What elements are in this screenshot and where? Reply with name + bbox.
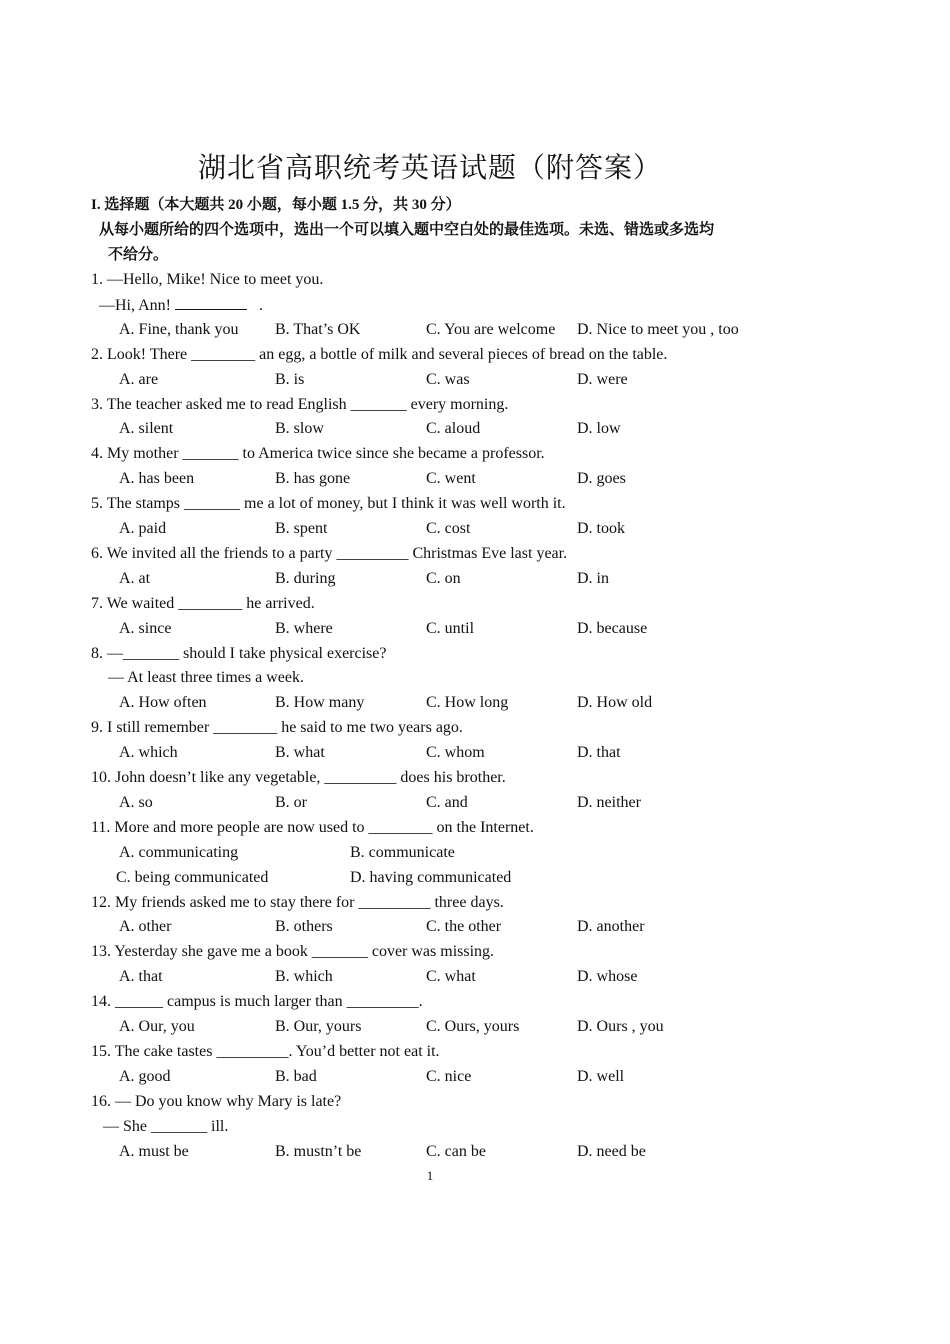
question-11-option-d: D. having communicated <box>350 868 512 886</box>
question-14-option-a: A. Our, you <box>119 1018 195 1035</box>
question-6-option-c: C. on <box>426 569 461 587</box>
question-4-option-a: A. has been <box>119 470 195 488</box>
question-11-option-b: B. communicate <box>350 843 455 861</box>
question-1-option-b: B. That’s OK <box>275 320 361 338</box>
question-4-stem: 4. My mother _______ to America twice since she became a professor. <box>91 445 545 463</box>
answer-blank <box>175 295 247 310</box>
question-16-stem: 16. — Do you know why Mary is late? <box>91 1092 342 1110</box>
question-12-option-a: A. other <box>119 918 172 936</box>
question-16-option-b: B. mustn’t be <box>275 1142 362 1160</box>
question-9-option-b: B. what <box>275 744 325 762</box>
question-13-option-a: A. that <box>119 968 163 986</box>
question-2-option-a: A. are <box>119 370 159 388</box>
question-13-option-b: B. which <box>275 968 333 986</box>
question-14-option-d: D. Ours , you <box>577 1018 664 1035</box>
question-9-option-c: C. whom <box>426 744 485 762</box>
question-7-option-c: C. until <box>426 619 475 637</box>
question-1-stem: 1. —Hello, Mike! Nice to meet you. <box>91 271 324 288</box>
question-15-option-c: C. nice <box>426 1067 472 1085</box>
question-6-stem: 6. We invited all the friends to a party _________ Christmas Eve last year. <box>91 544 568 562</box>
question-5-option-c: C. cost <box>426 520 471 537</box>
question-14-option-b: B. Our, yours <box>275 1018 362 1035</box>
question-15-stem: 15. The cake tastes _________. You’d better not eat it. <box>91 1042 440 1060</box>
question-4-option-c: C. went <box>426 470 476 488</box>
question-3-stem: 3. The teacher asked me to read English _______ every morning. <box>91 395 509 413</box>
question-10-option-b: B. or <box>275 793 307 811</box>
question-1-option-a: A. Fine, thank you <box>119 320 239 338</box>
question-9-option-a: A. which <box>119 744 178 762</box>
question-9-option-d: D. that <box>577 744 621 762</box>
question-1-option-d: D. Nice to meet you , too <box>577 320 739 338</box>
question-5-option-a: A. paid <box>119 520 167 537</box>
question-6-option-d: D. in <box>577 569 609 587</box>
question-14-stem: 14. ______ campus is much larger than _________. <box>91 993 423 1011</box>
question-3-option-b: B. slow <box>275 420 324 438</box>
question-15-option-b: B. bad <box>275 1067 317 1085</box>
question-7-option-d: D. because <box>577 619 648 637</box>
question-16-option-d: D. need be <box>577 1142 646 1160</box>
question-1-reply: —Hi, Ann! . <box>99 296 263 314</box>
question-15-option-a: A. good <box>119 1067 171 1085</box>
question-13-option-c: C. what <box>426 968 476 986</box>
document-title: 湖北省高职统考英语试题（附答案） <box>197 151 662 184</box>
question-2-option-b: B. is <box>275 370 305 388</box>
question-2-stem: 2. Look! There ________ an egg, a bottle of milk and several pieces of bread on the table. <box>91 345 668 363</box>
question-10-stem: 10. John doesn’t like any vegetable, _________ does his brother. <box>91 769 506 786</box>
question-8-option-c: C. How long <box>426 694 509 712</box>
question-16-option-c: C. can be <box>426 1142 486 1160</box>
question-2-option-c: C. was <box>426 370 470 388</box>
question-16-reply: — She _______ ill. <box>103 1117 229 1135</box>
question-8-option-a: A. How often <box>119 694 207 712</box>
instructions <box>99 218 789 268</box>
question-13-option-d: D. whose <box>577 968 638 986</box>
reply-tail: . <box>247 296 263 314</box>
question-9-stem: 9. I still remember ________ he said to me two years ago. <box>91 719 463 737</box>
question-14-option-c: C. Ours, yours <box>426 1018 520 1035</box>
question-10-option-a: A. so <box>119 793 153 811</box>
instructions-line-2: 不给分。 <box>108 247 169 263</box>
question-2-option-d: D. were <box>577 370 628 388</box>
section-heading: I. 选择题（本大题共 20 小题，每小题 1.5 分，共 30 分） <box>91 197 461 213</box>
question-8-reply: — At least three times a week. <box>108 669 304 687</box>
question-4-option-d: D. goes <box>577 470 626 488</box>
question-5-stem: 5. The stamps _______ me a lot of money, but I think it was well worth it. <box>91 495 566 513</box>
question-8-option-d: D. How old <box>577 694 653 712</box>
question-13-stem: 13. Yesterday she gave me a book _______ cover was missing. <box>91 943 495 961</box>
question-7-option-b: B. where <box>275 619 333 637</box>
question-7-option-a: A. since <box>119 619 172 637</box>
question-8-option-b: B. How many <box>275 694 365 712</box>
question-11-option-a: A. communicating <box>119 843 239 861</box>
question-12-stem: 12. My friends asked me to stay there for _________ three days. <box>91 893 504 911</box>
question-3-option-c: C. aloud <box>426 420 481 438</box>
question-3-option-a: A. silent <box>119 420 174 438</box>
question-6-option-b: B. during <box>275 569 336 587</box>
question-15-option-d: D. well <box>577 1067 625 1085</box>
question-6-option-a: A. at <box>119 569 151 587</box>
question-12-option-b: B. others <box>275 918 333 936</box>
question-3-option-d: D. low <box>577 420 621 438</box>
question-7-stem: 7. We waited ________ he arrived. <box>91 594 315 612</box>
question-11-stem: 11. More and more people are now used to ________ on the Internet. <box>91 818 534 836</box>
page-number: 1 <box>426 1168 434 1183</box>
instructions-line-1: 从每小题所给的四个选项中，选出一个可以填入题中空白处的最佳选项。未选、错选或多选均 <box>99 222 715 238</box>
question-1-option-c: C. You are welcome <box>426 320 556 338</box>
question-12-option-c: C. the other <box>426 918 502 936</box>
question-4-option-b: B. has gone <box>275 470 351 488</box>
question-11-option-c: C. being communicated <box>116 868 269 886</box>
question-8-stem: 8. —_______ should I take physical exercise? <box>91 644 387 662</box>
question-10-option-d: D. neither <box>577 793 641 811</box>
question-5-option-d: D. took <box>577 520 625 537</box>
question-16-option-a: A. must be <box>119 1142 189 1160</box>
question-5-option-b: B. spent <box>275 520 328 537</box>
question-10-option-c: C. and <box>426 793 468 811</box>
question-12-option-d: D. another <box>577 918 645 936</box>
